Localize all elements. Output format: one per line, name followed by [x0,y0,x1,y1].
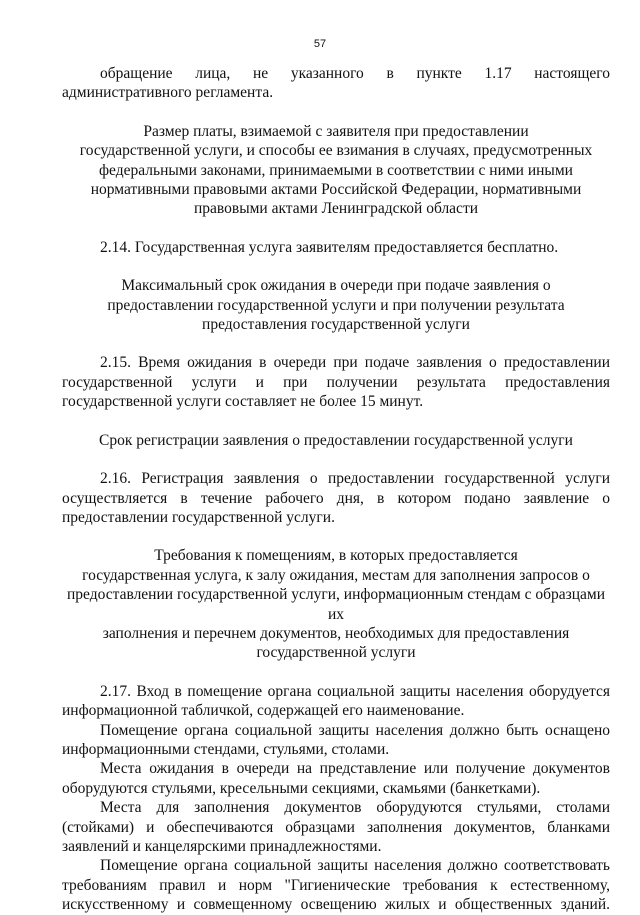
heading-fee [62,122,610,219]
heading-line: государственной услуги, и способы ее взимания в случаях, предусмотренных [79,142,593,160]
heading-line: нормативными правовыми актами Российской Федерации, нормативными [90,181,582,199]
paragraph-continuation: обращение лица, не указанного в пункте 1.17 настоящего административного регламента. [62,65,610,102]
heading-line: государственная услуга, к залу ожидания, местам для заполнения запросов о [82,566,590,584]
heading-line: предоставления государственной услуги [202,316,470,334]
paragraph-2-14: 2.14. Государственная услуга заявителям предоставляется бесплатно. [100,238,559,256]
heading-registration: Срок регистрации заявления о предоставлении государственной услуги [99,431,573,449]
paragraph-2-17: 2.17. Вход в помещение органа социальной защиты населения оборудуется информационной табличкой, содержащей его наименование. [62,682,610,720]
page-number: 57 [313,38,327,50]
heading-line: предоставлении государственной услуги и при получении результата [107,296,565,314]
heading-line: Размер платы, взимаемой с заявителя при предоставлении [143,122,529,140]
paragraph-waiting-places: Места ожидания в очереди на представление или получение документов оборудуются стульями, кресельными секциями, скамьями (банкетками). [62,760,610,797]
paragraph-2-16: 2.16. Регистрация заявления о предоставлении государственной услуги осуществляется в течение рабочего дня, в котором подано заявление о предоставлении государственной услуги. [62,470,610,526]
heading-premises [62,546,610,662]
heading-line: Требования к помещениям, в которых предоставляется [154,547,518,565]
heading-line: предоставлении государственной услуги, информационным стендам с образцами их [66,586,606,623]
heading-line: заполнения и перечнем документов, необходимых для предоставления [102,624,570,642]
paragraph-2-15: 2.15. Время ожидания в очереди при подаче заявления о предоставлении государственной услуги и при получении результата предоставления государственной услуги составляет не более 15 минут. [62,354,610,411]
heading-line: правовыми актами Ленинградской области [193,200,479,218]
heading-line: Максимальный срок ожидания в очереди при подаче заявления о [121,277,551,295]
paragraph-stands: Помещение органа социальной защиты населения должно быть оснащено информационными стендами, стульями, столами. [62,721,610,758]
paragraph-filling-places: Места для заполнения документов оборудуются стульями, столами (стойками) и обеспечиваются образцами заполнения документов, бланками заявлений и канцелярскими принадлежностями. [62,799,610,855]
document-body [62,64,610,915]
heading-line: государственной услуги [256,644,416,662]
heading-wait-time [62,276,610,334]
heading-line: федеральными законами, принимаемыми в соответствии с ними иными [99,161,573,179]
paragraph-hygiene: Помещение органа социальной защиты населения должно соответствовать требованиям правил и норм "Гигиенические требования к естественному, искусственному и совмещенному освещению жилых и общественных зданий. [62,857,610,914]
